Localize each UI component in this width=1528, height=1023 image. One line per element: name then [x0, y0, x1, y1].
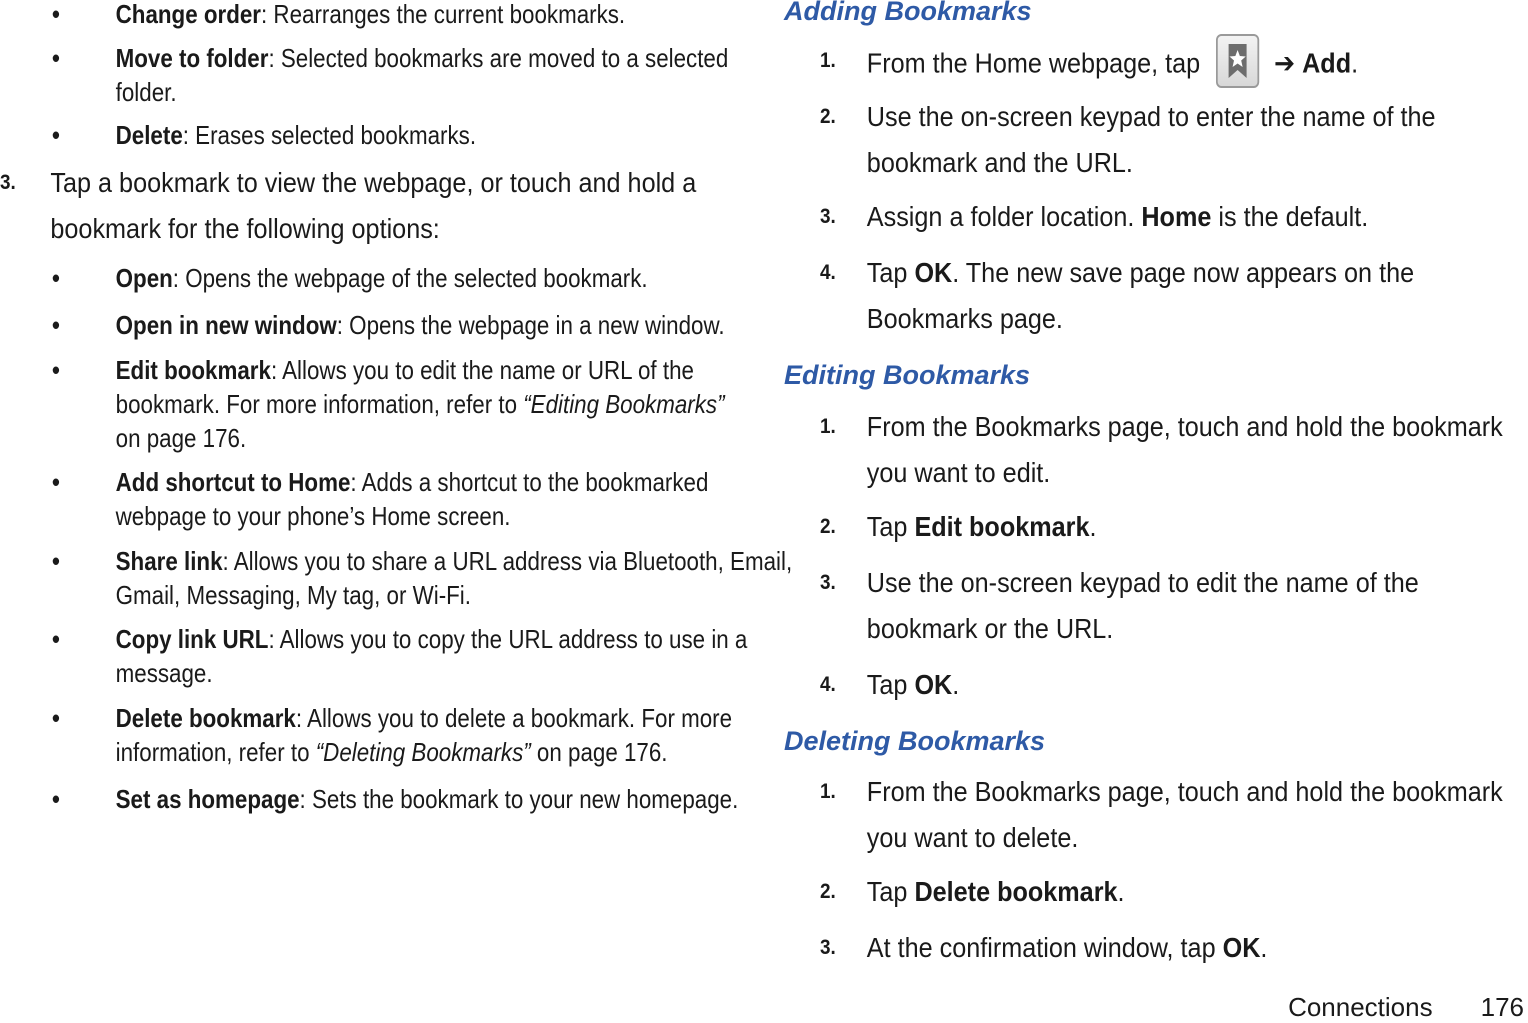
adding-step-3: 3. Assign a folder location. Home is the default.: [820, 201, 1369, 232]
bullet-delete-bookmark: • Delete bookmark: Allows you to delete a bookmark. For more information, refer to “Deleting Bookmarks” on page 176.: [52, 703, 733, 767]
xref-editing-bookmarks[interactable]: “Editing Bookmarks”: [523, 389, 725, 419]
adding-step-4: 4. Tap OK. The new save page now appears on the Bookmarks page.: [820, 257, 1415, 334]
deleting-step-1: 1. From the Bookmarks page, touch and hold the bookmark you want to delete.: [820, 776, 1503, 853]
footer-section: Connections: [1288, 992, 1433, 1022]
bullet-share-link: • Share link: Allows you to share a URL address via Bluetooth, Email, Gmail, Messaging, My tag, or Wi-Fi.: [52, 546, 793, 610]
bullet-open-new-window: • Open in new window: Opens the webpage in a new window.: [52, 310, 725, 340]
bullet-move-to-folder: • Move to folder: Selected bookmarks are moved to a selected folder.: [52, 43, 729, 107]
xref-deleting-bookmarks[interactable]: “Deleting Bookmarks”: [315, 737, 531, 767]
step-3-tap-bookmark: 3. Tap a bookmark to view the webpage, or touch and hold a bookmark for the following options:: [0, 167, 697, 244]
bullet-add-shortcut: • Add shortcut to Home: Adds a shortcut to the bookmarked webpage to your phone’s Home screen.: [52, 467, 709, 531]
page-footer: [1288, 992, 1524, 1023]
heading-deleting-bookmarks: Deleting Bookmarks: [784, 726, 1046, 756]
bullet-set-as-homepage: • Set as homepage: Sets the bookmark to your new homepage.: [52, 784, 739, 814]
bullet-open: • Open: Opens the webpage of the selected bookmark.: [52, 263, 648, 293]
editing-step-4: 4. Tap OK.: [820, 669, 960, 700]
editing-step-1: 1. From the Bookmarks page, touch and hold the bookmark you want to edit.: [820, 411, 1503, 488]
bookmark-star-icon[interactable]: [1216, 34, 1259, 88]
bullet-change-order: • Change order: Rearranges the current bookmarks.: [52, 0, 626, 29]
editing-step-2: 2. Tap Edit bookmark.: [820, 511, 1097, 542]
adding-step-2: 2. Use the on-screen keypad to enter the name of the bookmark and the URL.: [820, 101, 1436, 178]
bullet-copy-link-url: • Copy link URL: Allows you to copy the URL address to use in a message.: [52, 624, 748, 688]
page-number: 176: [1480, 992, 1524, 1022]
heading-adding-bookmarks: Adding Bookmarks: [784, 0, 1032, 26]
heading-editing-bookmarks: Editing Bookmarks: [784, 360, 1031, 390]
bullet-edit-bookmark: • Edit bookmark: Allows you to edit the name or URL of the bookmark. For more information, refer to “Editing Bookmarks” on page 176.: [52, 355, 725, 453]
adding-step-1: 1. From the Home webpage, tap ➔ Add.: [820, 38, 1358, 92]
bullet-delete: • Delete: Erases selected bookmarks.: [52, 120, 477, 150]
arrow-icon: ➔: [1273, 47, 1296, 79]
deleting-step-2: 2. Tap Delete bookmark.: [820, 876, 1125, 907]
editing-step-3: 3. Use the on-screen keypad to edit the name of the bookmark or the URL.: [820, 567, 1419, 644]
deleting-step-3: 3. At the confirmation window, tap OK.: [820, 932, 1268, 963]
